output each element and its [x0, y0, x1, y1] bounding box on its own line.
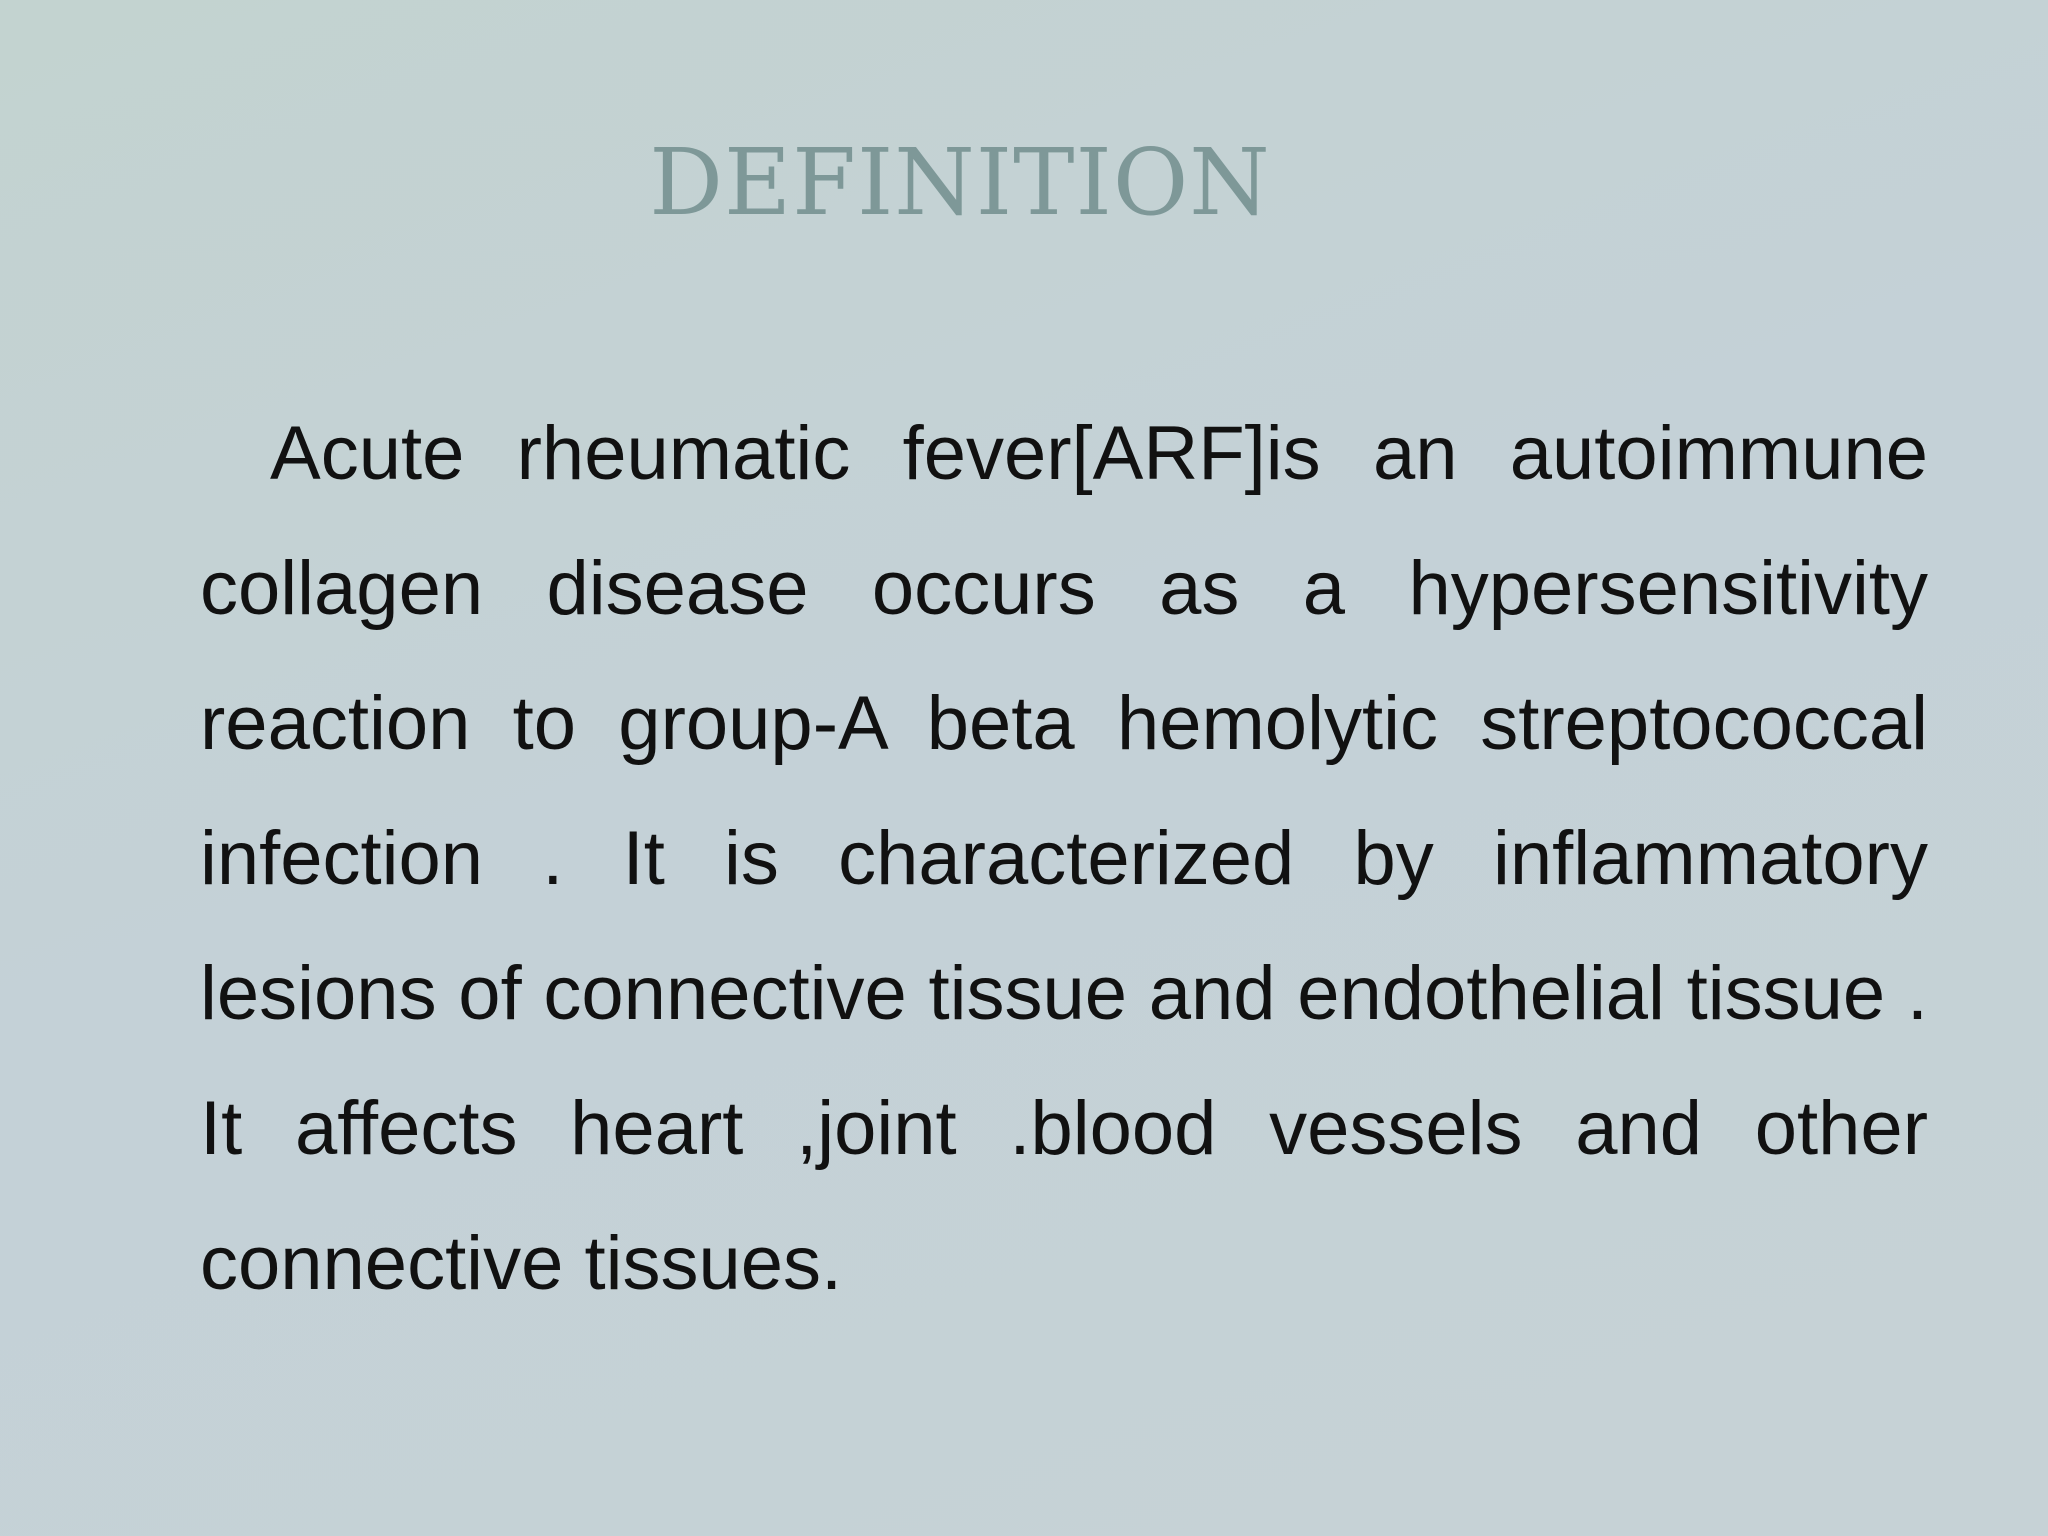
slide-title: DEFINITION	[649, 129, 1271, 236]
definition-paragraph: Acute rheumatic fever[ARF]is an autoimmune collagen disease occurs as a hypersensitivity reaction to group-A beta hemolytic streptococcal infection . It is characterized by inflammatory lesions of connective tissue and endothelial tissue . It affects heart ,joint .blood vessels and other connective tissues.	[200, 411, 1928, 1306]
